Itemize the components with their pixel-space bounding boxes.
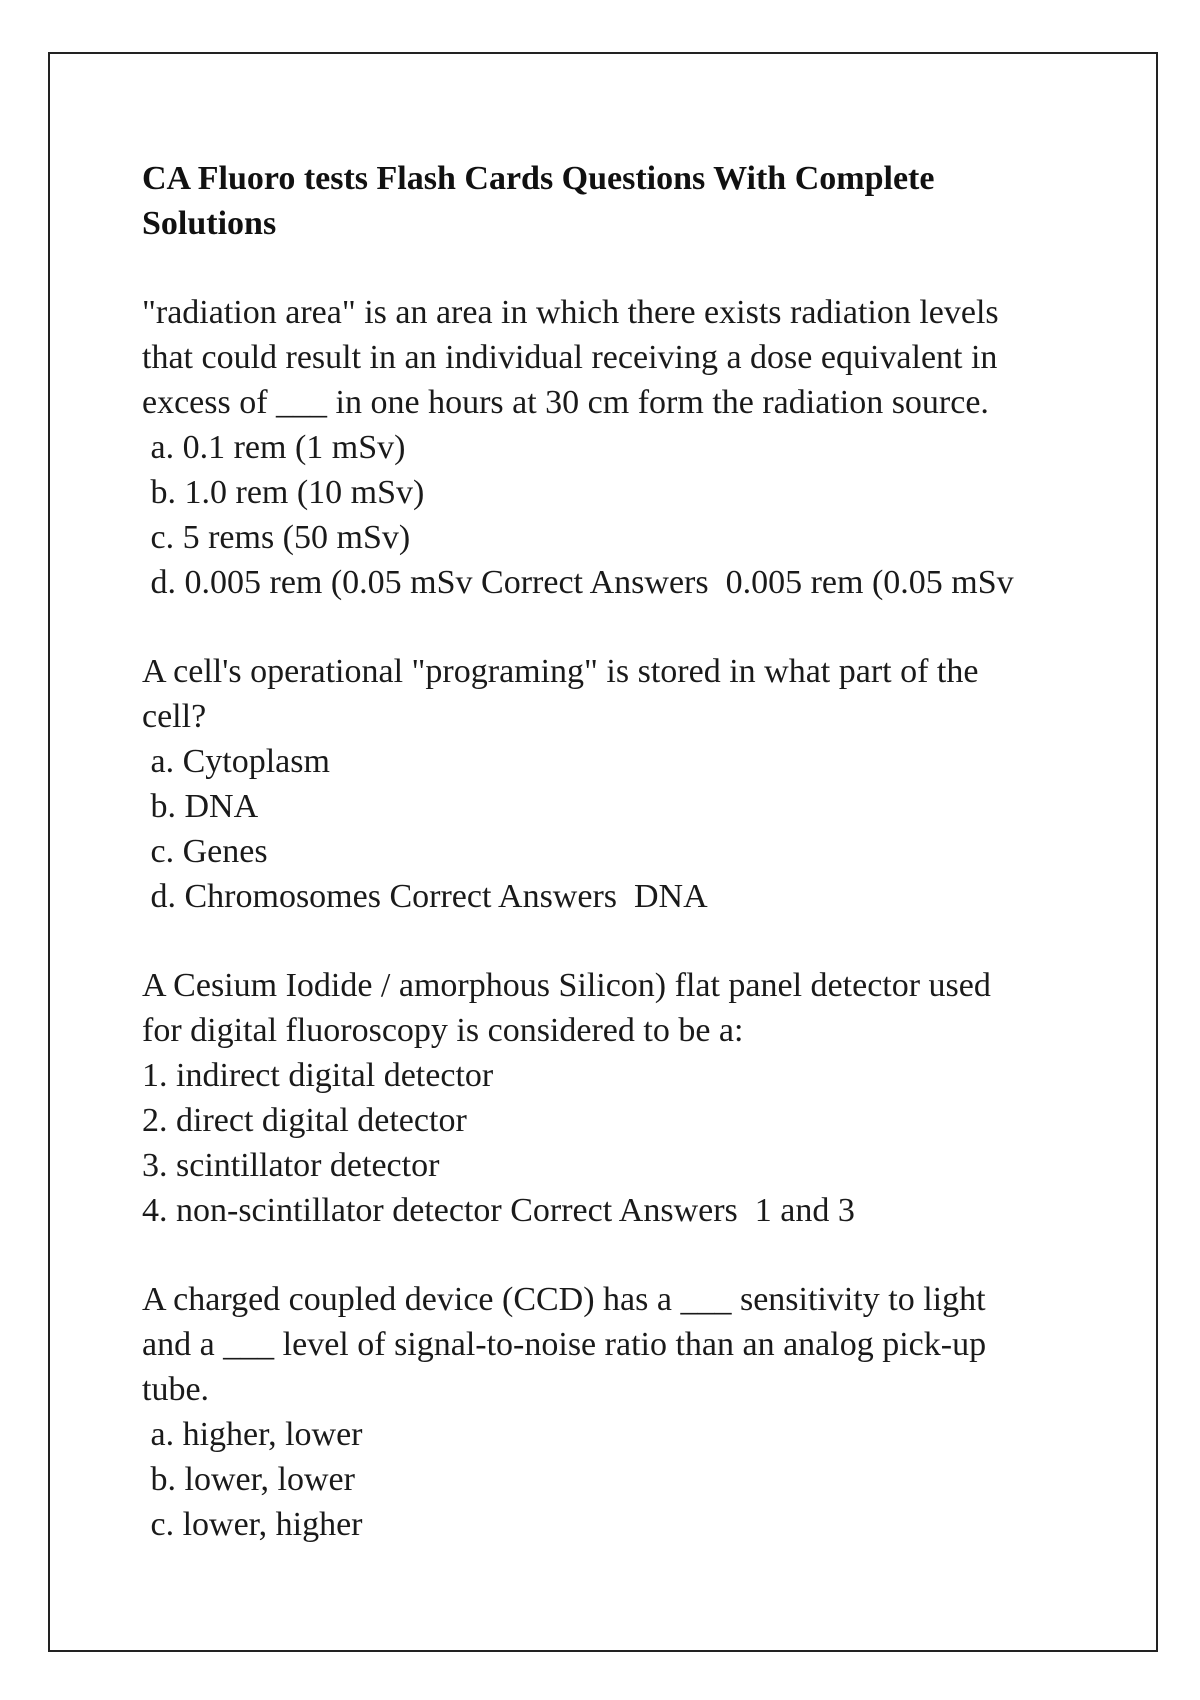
question-4-option-b: b. lower, lower xyxy=(142,1461,355,1498)
question-1-option-b: b. 1.0 rem (10 mSv) xyxy=(142,474,425,511)
question-3-option-4-with-answer: 4. non-scintillator detector Correct Answers 1 and 3 xyxy=(142,1192,855,1229)
question-3-option-2: 2. direct digital detector xyxy=(142,1102,467,1139)
question-4-text-line: and a ___ level of signal-to-noise ratio than an analog pick-up xyxy=(142,1326,987,1363)
question-1-text-line: that could result in an individual receiving a dose equivalent in xyxy=(142,339,998,376)
question-3-option-1: 1. indirect digital detector xyxy=(142,1057,494,1094)
question-2-option-b: b. DNA xyxy=(142,788,259,825)
question-2-option-a: a. Cytoplasm xyxy=(142,743,330,780)
question-1-option-a: a. 0.1 rem (1 mSv) xyxy=(142,429,406,466)
document-content xyxy=(142,156,1072,1591)
question-1 xyxy=(142,290,1072,605)
question-4-option-a: a. higher, lower xyxy=(142,1416,363,1453)
question-2-text-line: cell? xyxy=(142,698,207,735)
document-title-line-2: Solutions xyxy=(142,205,277,242)
question-1-text-line: excess of ___ in one hours at 30 cm form the radiation source. xyxy=(142,384,989,421)
question-4-option-c: c. lower, higher xyxy=(142,1506,363,1543)
question-1-text-line: "radiation area" is an area in which there exists radiation levels xyxy=(142,294,999,331)
question-4-text-line: tube. xyxy=(142,1371,210,1408)
question-2-text-line: A cell's operational "programing" is stored in what part of the xyxy=(142,653,979,690)
question-2-option-d-with-answer: d. Chromosomes Correct Answers DNA xyxy=(142,878,708,915)
question-3-text-line: A Cesium Iodide / amorphous Silicon) flat panel detector used xyxy=(142,967,991,1004)
document-title xyxy=(142,156,1072,246)
document-title-line-1: CA Fluoro tests Flash Cards Questions With Complete xyxy=(142,160,935,197)
question-3-text-line: for digital fluoroscopy is considered to be a: xyxy=(142,1012,744,1049)
question-3 xyxy=(142,963,1072,1233)
question-3-option-3: 3. scintillator detector xyxy=(142,1147,440,1184)
question-4 xyxy=(142,1277,1072,1547)
question-4-text-line: A charged coupled device (CCD) has a ___ sensitivity to light xyxy=(142,1281,986,1318)
question-1-option-c: c. 5 rems (50 mSv) xyxy=(142,519,411,556)
question-2-option-c: c. Genes xyxy=(142,833,268,870)
question-2 xyxy=(142,649,1072,919)
question-1-option-d-with-answer: d. 0.005 rem (0.05 mSv Correct Answers 0.005 rem (0.05 mSv xyxy=(142,564,1014,601)
